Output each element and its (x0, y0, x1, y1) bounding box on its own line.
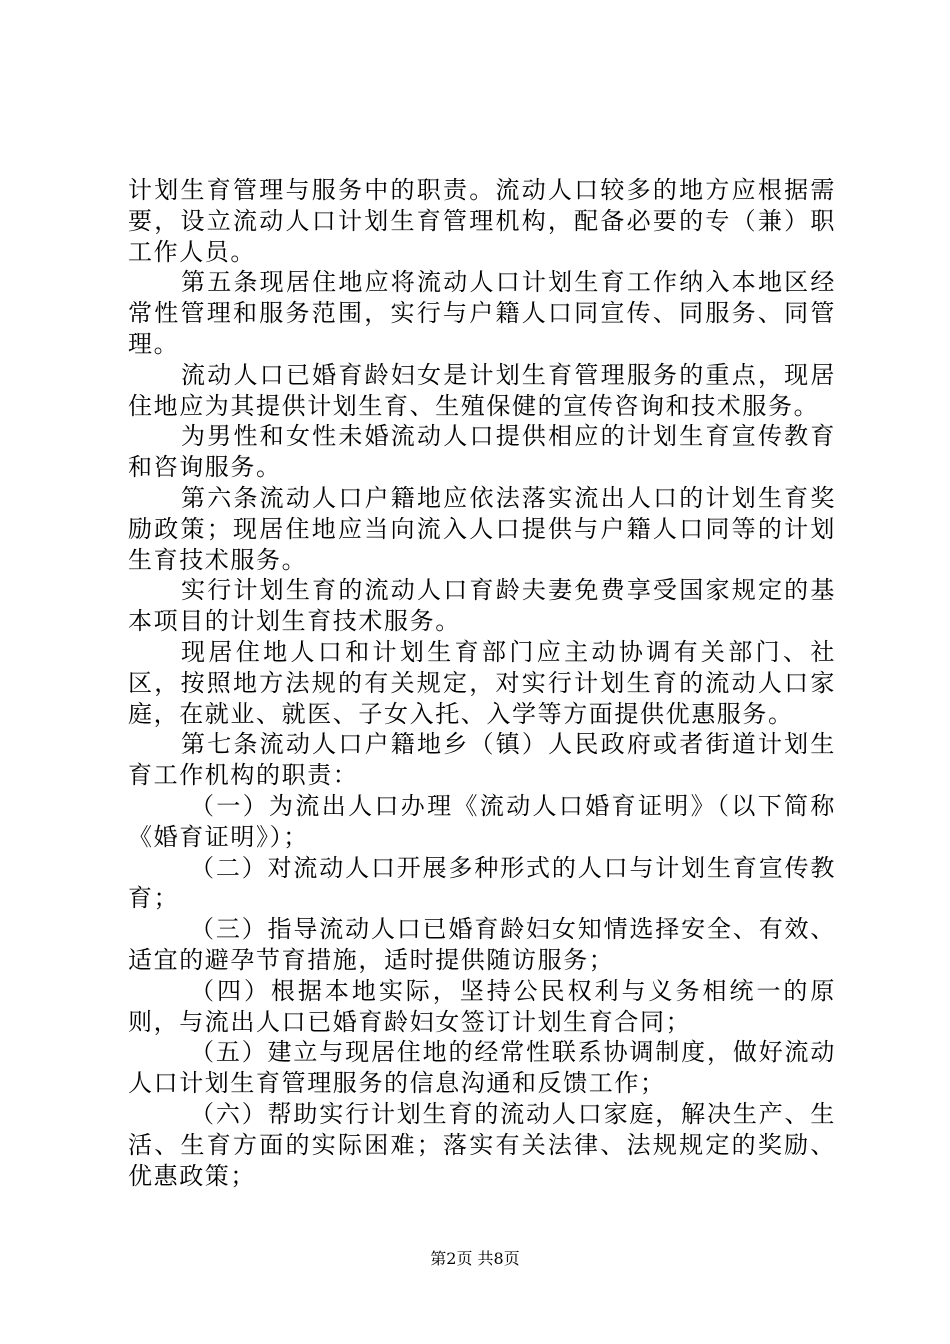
paragraph: 第五条现居住地应将流动人口计划生育工作纳入本地区经常性管理和服务范围，实行与户籍人口同宣传、同服务、同管理。 (128, 268, 836, 358)
list-item: （一）为流出人口办理《流动人口婚育证明》（以下简称《婚育证明》）； (128, 791, 836, 851)
list-item: （三）指导流动人口已婚育龄妇女知情选择安全、有效、适宜的避孕节育措施，适时提供随访服务； (128, 915, 836, 974)
paragraph: 第七条流动人口户籍地乡（镇）人民政府或者街道计划生育工作机构的职责： (128, 730, 836, 790)
page-number-footer: 第2页 共8页 (430, 1249, 520, 1268)
paragraph: 流动人口已婚育龄妇女是计划生育管理服务的重点，现居住地应为其提供计划生育、生殖保健的宣传咨询和技术服务。 (128, 360, 836, 420)
paragraph: 第六条流动人口户籍地应依法落实流出人口的计划生育奖励政策；现居住地应当向流入人口提供与户籍人口同等的计划生育技术服务。 (128, 483, 836, 574)
paragraph: 为男性和女性未婚流动人口提供相应的计划生育宣传教育和咨询服务。 (128, 422, 836, 482)
list-item: （五）建立与现居住地的经常性联系协调制度，做好流动人口计划生育管理服务的信息沟通和反馈工作； (128, 1038, 836, 1098)
list-item: （二）对流动人口开展多种形式的人口与计划生育宣传教育； (128, 853, 836, 913)
list-item: （四）根据本地实际，坚持公民权利与义务相统一的原则，与流出人口已婚育龄妇女签订计划生育合同； (128, 976, 836, 1036)
paragraph: 计划生育管理与服务中的职责。流动人口较多的地方应根据需要，设立流动人口计划生育管理机构，配备必要的专（兼）职工作人员。 (128, 176, 836, 266)
list-item: （六）帮助实行计划生育的流动人口家庭，解决生产、生活、生育方面的实际困难；落实有关法律、法规规定的奖励、优惠政策； (128, 1099, 836, 1190)
paragraph: 现居住地人口和计划生育部门应主动协调有关部门、社区，按照地方法规的有关规定，对实行计划生育的流动人口家庭，在就业、就医、子女入托、入学等方面提供优惠服务。 (128, 637, 836, 728)
paragraph: 实行计划生育的流动人口育龄夫妻免费享受国家规定的基本项目的计划生育技术服务。 (128, 576, 836, 636)
document-body (128, 175, 836, 1191)
